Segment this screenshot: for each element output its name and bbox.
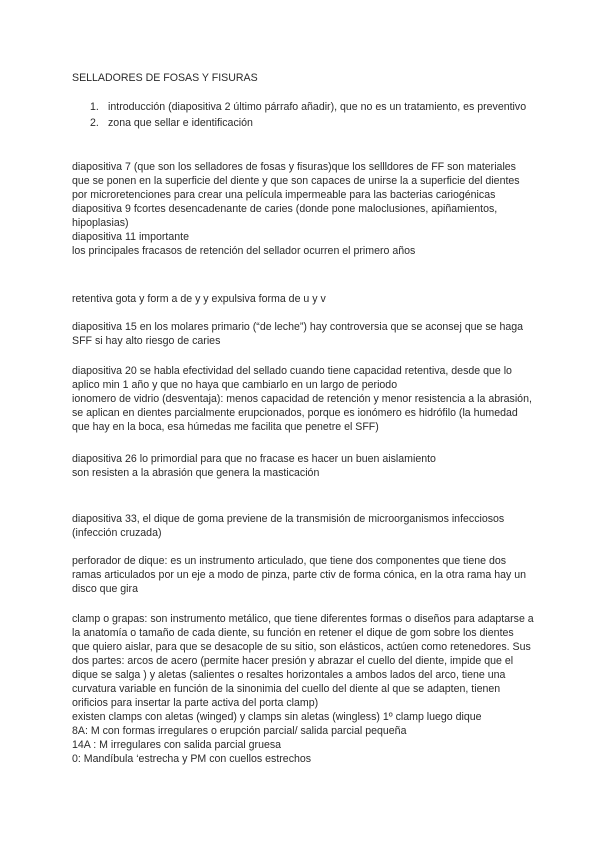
paragraph-line: 14A : M irregulares con salida parcial gruesa xyxy=(72,739,282,751)
paragraph-line: 8A: M con formas irregulares o erupción parcial/ salida parcial pequeña xyxy=(72,725,407,737)
paragraph-line: diapositiva 11 importante xyxy=(72,231,189,243)
paragraph-line: ionomero de vidrio (desventaja): menos capacidad de retención y menor resistencia a la abrasión, se aplican en dientes parcialmente erupcionados, porque es ionómero es hidrófilo (la humedad que hay en la boca, esa húmedas me facilita que penetre el SFF) xyxy=(72,393,532,433)
paragraph-line: diapositiva 7 (que son los selladores de fosas y fisuras)que los sellldores de FF son materiales que se ponen en la superficie del diente y que son capaces de unirse la a superficie del dientes por microretenciones para crear una película impermeable para las bacterias cariogénicas xyxy=(72,161,520,201)
numbered-list xyxy=(90,100,530,130)
paragraph-line: existen clamps con aletas (winged) y clamps sin aletas (wingless) 1º clamp luego dique xyxy=(72,711,482,723)
paragraph-line: retentiva gota y form a de y y expulsiva forma de u y v xyxy=(72,293,326,305)
paragraph-line: diapositiva 33, el dique de goma previene de la transmisión de microorganismos infecciosos (infección cruzada) xyxy=(72,513,505,539)
list-item xyxy=(90,100,530,114)
paragraph-line: son resisten a la abrasión que genera la masticación xyxy=(72,467,320,479)
paragraph-block xyxy=(72,452,534,480)
paragraph-line: los principales fracasos de retención del sellador ocurren el primero años xyxy=(72,245,416,257)
paragraph-line: 0: Mandíbula ‘estrecha y PM con cuellos estrechos xyxy=(72,753,312,765)
paragraph-line: diapositiva 26 lo primordial para que no fracase es hacer un buen aislamiento xyxy=(72,453,436,465)
document-title: SELLADORES DE FOSAS Y FISURAS xyxy=(72,72,258,84)
paragraph-line: diapositiva 15 en los molares primario (“de leche”) hay controversia que se aconsej que se haga SFF si hay alto riesgo de caries xyxy=(72,321,524,347)
paragraph-line: diapositiva 20 se habla efectividad del sellado cuando tiene capacidad retentiva, desde que lo aplico min 1 año y que no haya que cambiarlo en un largo de periodo xyxy=(72,365,512,391)
paragraph-block xyxy=(72,292,534,306)
list-item xyxy=(90,116,530,130)
paragraph-line: perforador de dique: es un instrumento articulado, que tiene dos componentes que tiene dos ramas articulados por un eje a modo de pinza, parte ctiv de forma cónica, en la otra rama hay un disco que gira xyxy=(72,555,527,595)
paragraph-block xyxy=(72,512,534,540)
list-item-text: introducción (diapositiva 2 último párrafo añadir), que no es un tratamiento, es preventivo xyxy=(108,101,527,113)
paragraph-block xyxy=(72,160,534,258)
paragraph-line: clamp o grapas: son instrumento metálico, que tiene diferentes formas o diseños para adaptarse a la anatomía o tamaño de cada diente, su función en retener el dique de gom sobre los dientes que quiero aislar, para que se desacople de su sitio, son elásticos, actúen como retenedores. Sus dos partes: arcos de acero (permite hacer presión y abrazar el cuello del diente, impide que el dique se salga ) y aletas (salientes o resaltes horizontales a ambos lados del arco, tiene una curvatura variable en función de la sinonimia del cuello del diente al que se adapten, tienen orificios para insertar la parte activa del porta clamp) xyxy=(72,613,534,709)
list-item-text: zona que sellar e identificación xyxy=(108,117,253,129)
paragraph-line: diapositiva 9 fcortes desencadenante de caries (donde pone maloclusiones, apiñamientos, hipoplasias) xyxy=(72,203,498,229)
paragraph-block xyxy=(72,364,534,434)
paragraph-block xyxy=(72,320,534,348)
paragraph-block xyxy=(72,554,534,596)
list-number: 2. xyxy=(90,117,99,129)
list-number: 1. xyxy=(90,101,99,113)
paragraph-block xyxy=(72,612,534,766)
